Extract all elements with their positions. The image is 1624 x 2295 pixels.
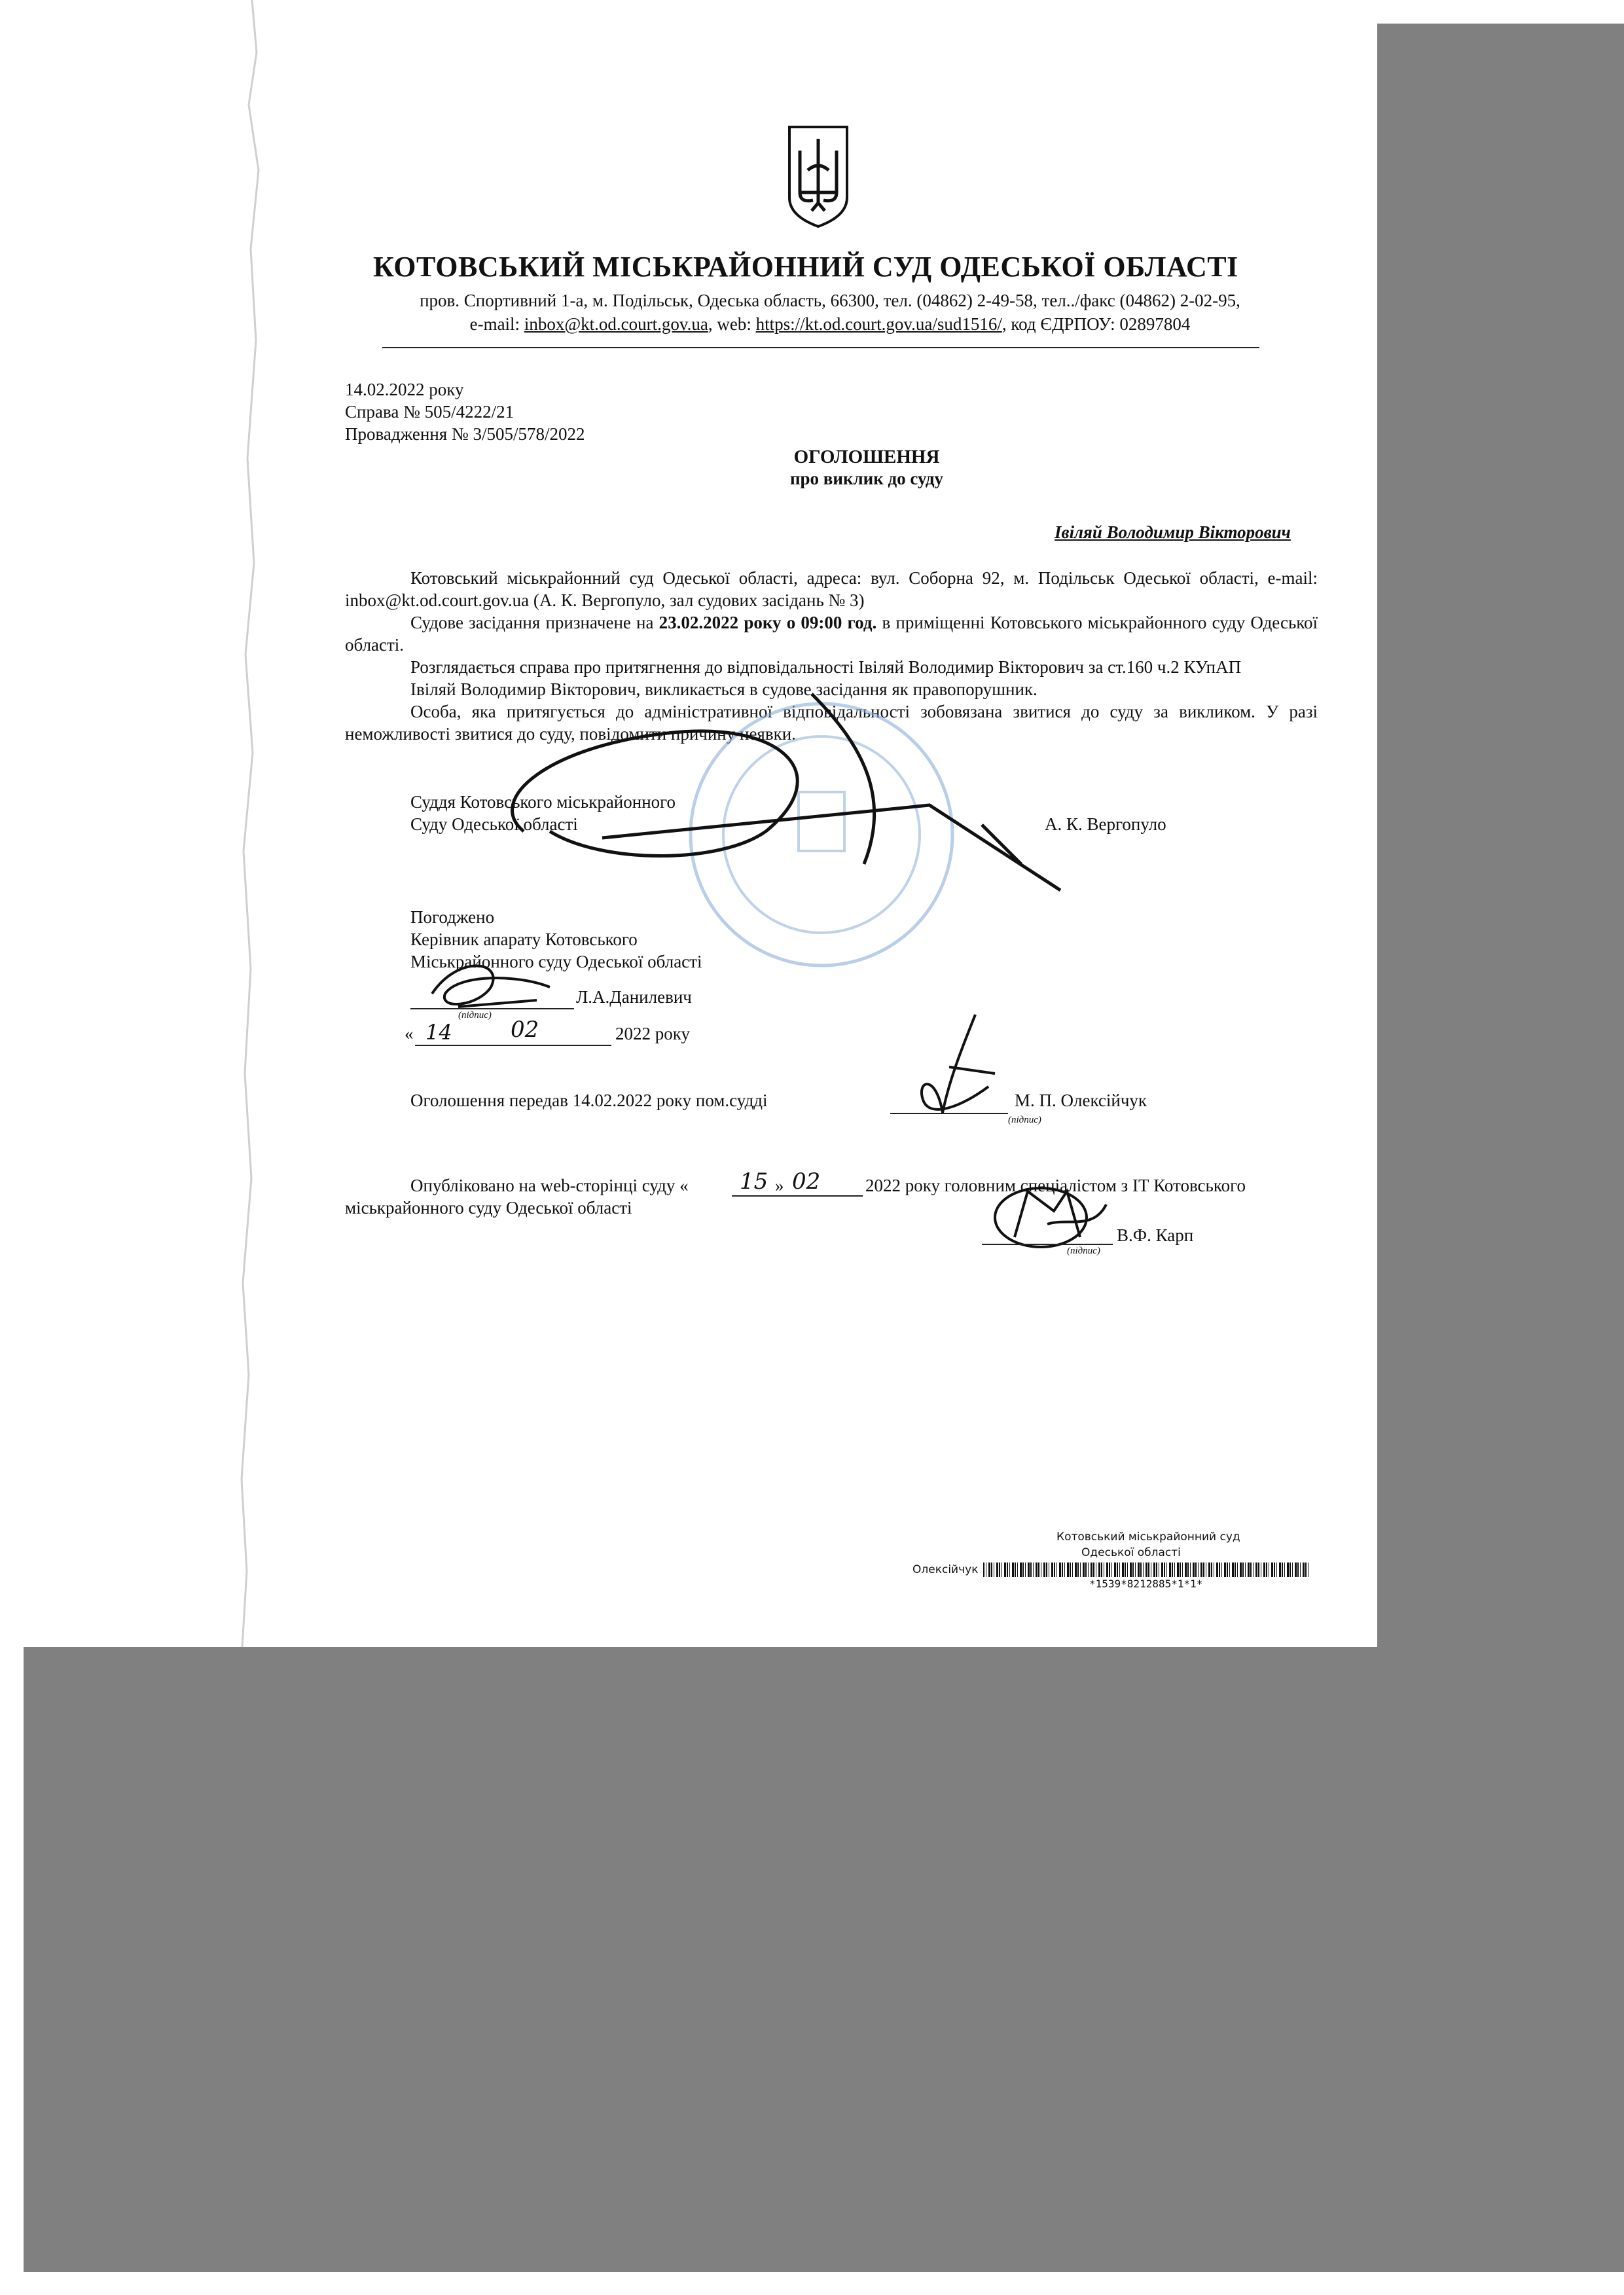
summons-line: Івіляй Володимир Вікторович, викликається в судове засідання як правопорушник. bbox=[410, 679, 1038, 699]
header-divider bbox=[382, 347, 1259, 348]
published-month: 02 bbox=[792, 1168, 821, 1195]
approval-date-open: « bbox=[405, 1024, 414, 1043]
barcode-text: *1539*8212885*1*1* bbox=[1089, 1578, 1203, 1590]
published-sign-label: (підпис) bbox=[1067, 1246, 1100, 1256]
approval-label: Погоджено bbox=[410, 907, 495, 927]
published-text-c: 2022 року головним спеціалістом з ІТ Котовського bbox=[865, 1176, 1246, 1195]
proceeding-number: Провадження № 3/505/578/2022 bbox=[345, 424, 585, 444]
hearing-text-c: в приміщенні Котовського міськрайонного суду Одеської області. bbox=[345, 613, 1318, 655]
court-name: КОТОВСЬКИЙ МІСЬКРАЙОННИЙ СУД ОДЕСЬКОЇ ОБЛАСТІ bbox=[373, 251, 1238, 283]
judge-name: А. К. Вергопуло bbox=[1045, 814, 1166, 834]
court-contacts bbox=[380, 313, 1280, 335]
email-prefix: e-mail: bbox=[469, 314, 524, 334]
judge-title-line1: Суддя Котовського міськрайонного bbox=[410, 792, 676, 812]
published-text-a: Опубліковано на web-сторінці суду « bbox=[410, 1176, 689, 1195]
published-signature-line bbox=[982, 1244, 1113, 1245]
approval-signature bbox=[419, 948, 569, 1020]
hearing-text-a: Судове засідання призначене на bbox=[410, 613, 659, 632]
published-day: 15 bbox=[740, 1168, 768, 1195]
case-number: Справа № 505/4222/21 bbox=[345, 402, 514, 422]
transfer-signature-line bbox=[890, 1113, 1008, 1114]
transfer-sign-label: (підпис) bbox=[1008, 1115, 1041, 1125]
approval-date-year: 2022 року bbox=[615, 1024, 690, 1043]
case-description: Розглядається справа про притягнення до відповідальності Івіляй Володимир Вікторович за ст.160 ч.2 КУпАП bbox=[410, 657, 1242, 677]
court-address: пров. Спортивний 1-а, м. Подільськ, Одеська область, 66300, тел. (04862) 2-49-58, тел../факс (04862) 2-02-95, bbox=[420, 291, 1240, 310]
trident-emblem bbox=[785, 124, 851, 229]
document-barcode bbox=[983, 1563, 1310, 1577]
document-date: 14.02.2022 року bbox=[345, 380, 464, 399]
approval-position-line2: Міськрайонного суду Одеської області bbox=[410, 952, 702, 971]
paragraph-hearing-date bbox=[345, 611, 1318, 656]
notice-title: ОГОЛОШЕННЯ bbox=[793, 446, 940, 467]
judge-signature bbox=[471, 668, 1074, 903]
published-date-line bbox=[732, 1195, 863, 1197]
court-web-link[interactable]: https://kt.od.court.gov.ua/sud1516/ bbox=[755, 314, 1002, 334]
paragraph-court-address: Котовський міськрайонний суд Одеської області, адреса: вул. Соборна 92, м. Подільськ Одеської області, e-mail: inbox@kt.od.court.gov.ua (А. К. Вергопуло, зал судових засідань № 3) bbox=[345, 568, 1318, 610]
approval-date-line bbox=[415, 1045, 611, 1046]
published-text-b: » bbox=[775, 1176, 784, 1195]
court-email-link[interactable]: inbox@kt.od.court.gov.ua bbox=[524, 314, 708, 334]
approval-sign-label: (підпис) bbox=[458, 1010, 492, 1021]
it-specialist-name: В.Ф. Карп bbox=[1117, 1225, 1194, 1245]
paragraph-obligation: Особа, яка притягується до адміністративної відповідальності зобовязана звитися до суду за викликом. У разі неможливості звитися до суду, повідомити причину неявки. bbox=[345, 702, 1318, 744]
approval-position-line1: Керівник апарату Котовського bbox=[410, 930, 638, 949]
edrpou-code: , код ЄДРПОУ: 02897804 bbox=[1001, 314, 1191, 334]
footer-court-line2: Одеської області bbox=[1081, 1546, 1181, 1559]
judge-title-line2: Суду Одеської області bbox=[410, 814, 578, 834]
published-text-line2: міськрайонного суду Одеської області bbox=[345, 1198, 632, 1218]
transfer-text: Оголошення передав 14.02.2022 року пом.судді bbox=[410, 1091, 768, 1110]
approval-date-day: 14 bbox=[425, 1020, 452, 1045]
approval-date-month: 02 bbox=[511, 1017, 539, 1043]
footer-court-line1: Котовський міськрайонний суд bbox=[1056, 1530, 1240, 1544]
hearing-datetime: 23.02.2022 року о 09:00 год. bbox=[659, 613, 877, 632]
transfer-name: М. П. Олексійчук bbox=[1015, 1091, 1147, 1110]
web-prefix: , web: bbox=[708, 314, 756, 334]
assistant-signature bbox=[903, 1008, 1008, 1119]
footer-sender: Олексійчук bbox=[912, 1563, 979, 1576]
addressee-name: Івіляй Володимир Вікторович bbox=[1055, 522, 1291, 542]
approval-name: Л.А.Данилевич bbox=[576, 987, 692, 1007]
notice-subtitle: про виклик до суду bbox=[789, 469, 944, 488]
